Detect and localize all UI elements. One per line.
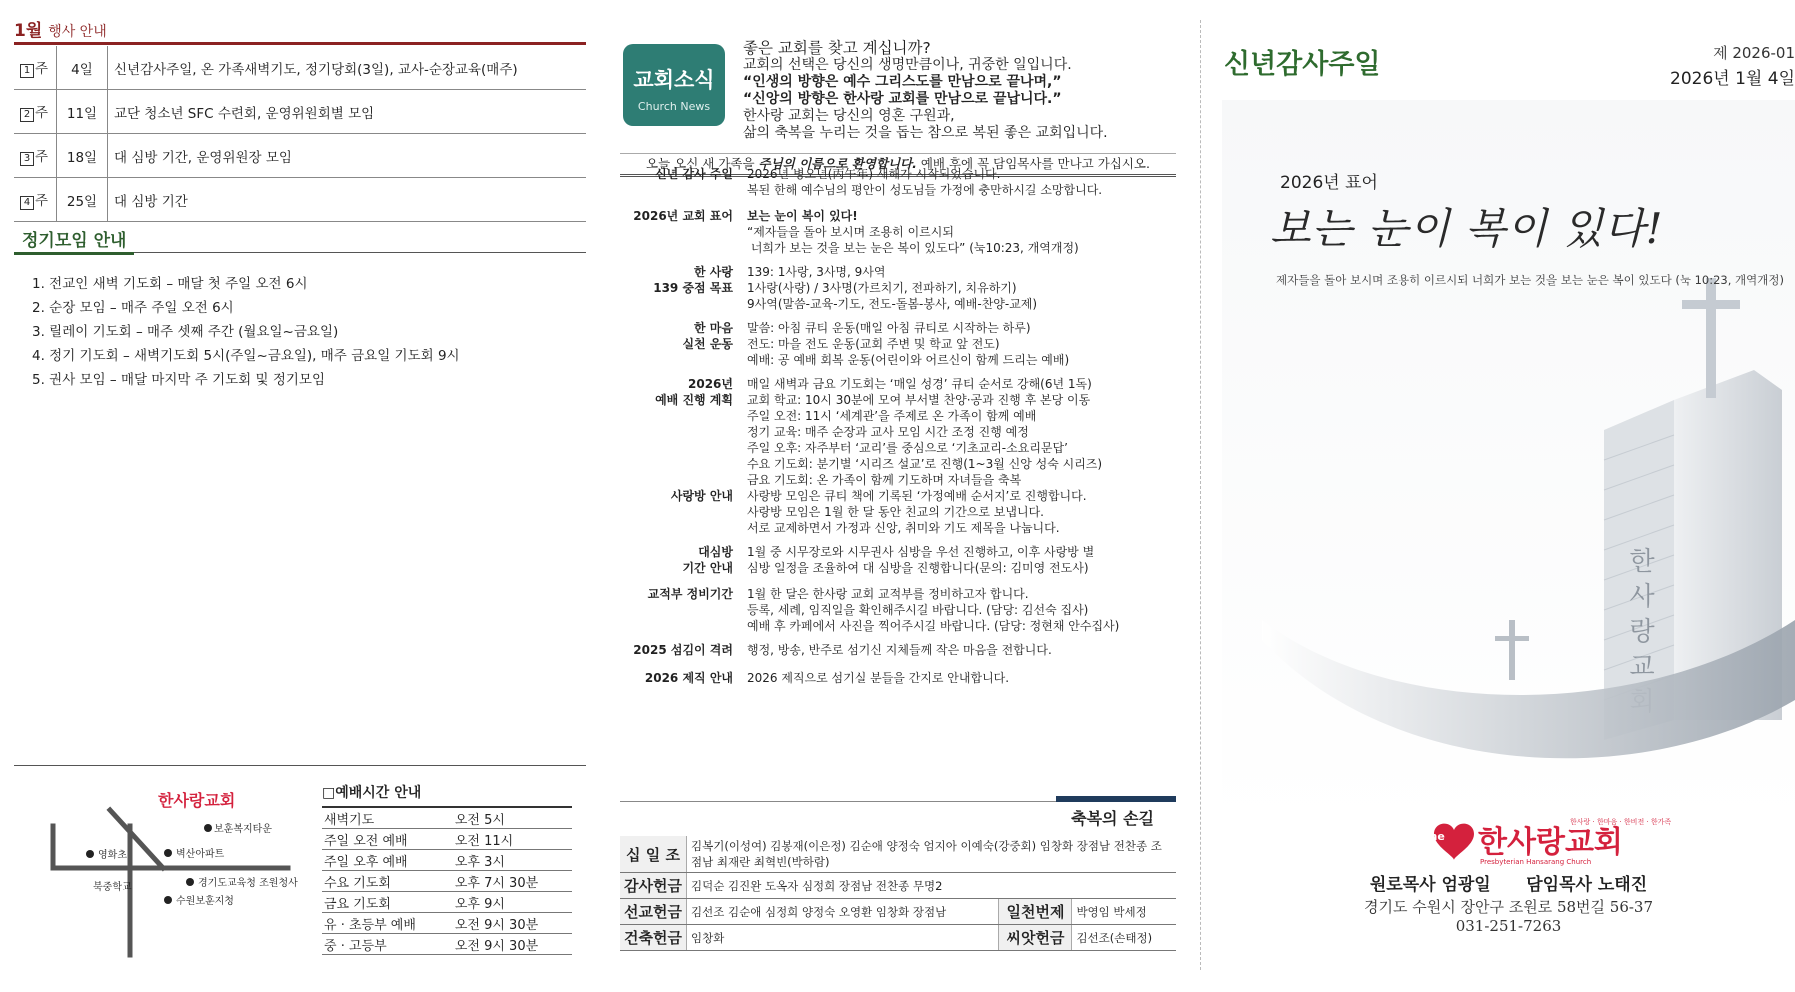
announcement-key: 2026 제직 안내 — [644, 671, 733, 685]
announcement-body: 행정, 방송, 반주로 섬기신 지체들께 작은 마음을 전합니다. — [747, 643, 1052, 657]
church-logo — [1222, 812, 1795, 872]
blessing-names: 박영임 박세정 — [1072, 899, 1176, 925]
blessing-row — [620, 899, 1176, 925]
blessing-title: 축복의 손길 — [1071, 809, 1154, 828]
welcome-pre: 오늘 오신 새 가족을 — [646, 156, 759, 171]
worship-name: 주일 오후 예배 — [322, 850, 453, 871]
worship-name: 주일 오전 예배 — [322, 829, 453, 850]
announcement-key: 한 마음 실천 운동 — [682, 321, 733, 351]
announcement-body: 1월 중 시무장로와 시무권사 심방을 우선 진행하고, 이후 사랑방 별 심방 일정을 조율하여 대 심방을 진행합니다(문의: 김미영 전도사) — [747, 545, 1095, 575]
logo-name: 한사랑교회 — [1478, 825, 1623, 860]
intro-line: 삶의 축복을 누리는 것을 돕는 참으로 복된 좋은 교회입니다. — [743, 125, 1108, 141]
meetings-title-rule-thin — [134, 252, 586, 253]
event-week: 3 주 — [14, 134, 57, 178]
intro-line: 좋은 교회를 찾고 계십니까? — [743, 39, 931, 57]
announcement-key: 한 사랑 139 중점 목표 — [653, 265, 733, 295]
welcome-emphasis: 주님의 이름으로 환영합니다. — [758, 156, 917, 171]
worship-table — [322, 806, 572, 955]
meeting-item: 1. 전교인 새벽 기도회 – 매달 첫 주일 오전 6시 — [32, 276, 308, 292]
event-week: 2 주 — [14, 90, 57, 134]
logo-tagline: 한사랑 · 한마음 · 한비전 · 한가족 — [1570, 818, 1672, 826]
svg-text:교: 교 — [1629, 652, 1655, 682]
svg-text:사: 사 — [1629, 582, 1655, 612]
meeting-item: 4. 정기 기도회 – 새벽기도회 5시(주일~금요일), 매주 금요일 기도회 9시 — [32, 348, 460, 364]
blessing-category: 감사헌금 — [620, 873, 687, 899]
worship-name: 수요 기도회 — [322, 871, 453, 892]
pastors: 원로목사 엄광일 담임목사 노태진 — [1369, 875, 1648, 895]
event-date: 25일 — [57, 178, 108, 222]
event-desc: 교단 청소년 SFC 수련회, 운영위원회별 모임 — [108, 90, 587, 134]
motto: 보는 눈이 복이 있다! — [1270, 204, 1664, 253]
worship-row — [322, 892, 572, 913]
worship-time: 오전 5시 — [453, 807, 572, 829]
worship-name: 중 · 고등부 — [322, 934, 453, 955]
meeting-item: 5. 권사 모임 – 매달 마지막 주 기도회 및 정기모임 — [32, 372, 325, 388]
worship-time: 오후 3시 — [453, 850, 572, 871]
blessing-names: 김덕순 김진완 도옥자 심정희 장점남 전찬종 무명2 — [687, 873, 1177, 899]
worship-title: □예배시간 안내 — [322, 785, 422, 801]
cover-panel — [1222, 0, 1795, 992]
welcome-post: 예배 후에 꼭 담임목사를 만나고 가십시오. — [916, 156, 1150, 171]
announcement-key: 신년 감사 주일 — [655, 167, 733, 181]
worship-name: 금요 기도회 — [322, 892, 453, 913]
announcement-body: 사랑방 모임은 큐티 책에 기록된 ‘가정예배 순서지’로 진행합니다. 사랑방 모임은 1월 한 달 동안 친교의 기간으로 보냅니다. 서로 교제하면서 가정과 신앙, 취미와 기도 제목을 나눕니다. — [747, 489, 1087, 535]
worship-schedule — [322, 782, 572, 955]
announcement-body: 2026 제직으로 섬기실 분들을 간지로 안내합니다. — [747, 671, 1010, 685]
svg-text:랑: 랑 — [1629, 617, 1655, 647]
event-week: 1 주 — [14, 46, 57, 90]
intro-line: 한사랑 교회는 당신의 영혼 구원과, — [743, 108, 955, 124]
events-title-rule — [14, 42, 586, 45]
phone-line: 031-251-7263 — [1455, 917, 1562, 935]
worship-row — [322, 807, 572, 829]
event-row — [14, 178, 586, 222]
announcement-key: 2026년 교회 표어 — [633, 209, 733, 223]
worship-time: 오전 11시 — [453, 829, 572, 850]
page-divider — [1200, 20, 1201, 970]
blessing-header — [620, 796, 1176, 828]
meeting-item: 2. 순장 모임 – 매주 주일 오전 6시 — [32, 300, 234, 316]
meetings-list — [32, 272, 460, 392]
map-label-3: 벽산아파트 — [176, 849, 225, 860]
event-date: 4일 — [57, 46, 108, 90]
event-date: 11일 — [57, 90, 108, 134]
announcement-key: 2026년 예배 진행 계획 — [655, 377, 733, 407]
blessing-names: 김선조 김순애 심정희 양정숙 오영환 임창화 장점남 — [687, 899, 999, 925]
blessing-row — [620, 836, 1176, 873]
worship-time: 오후 7시 30분 — [453, 871, 572, 892]
cover-title: 신년감사주일 — [1224, 49, 1381, 80]
event-desc: 대 심방 기간, 운영위원장 모임 — [108, 134, 587, 178]
motto-verse: 제자들을 돌아 보시며 조용히 이르시되 너희가 보는 것을 보는 눈은 복이 있도다 (눅 10:23, 개역개정) — [1276, 273, 1784, 287]
meetings-title-rule — [14, 252, 134, 255]
blessing-table — [620, 836, 1176, 951]
event-row — [14, 134, 586, 178]
blessing-category: 씨앗헌금 — [999, 925, 1072, 951]
worship-row — [322, 913, 572, 934]
map-label-1: 보훈복지타운 — [214, 824, 272, 835]
events-table — [14, 46, 586, 222]
issue-date: 2026년 1월 4일 — [1670, 69, 1795, 89]
event-desc: 대 심방 기간 — [108, 178, 587, 222]
intro-line: “신앙의 방향은 한사랑 교회를 만남으로 끝납니다.” — [743, 91, 1062, 107]
worship-row — [322, 871, 572, 892]
worship-time: 오전 9시 30분 — [453, 934, 572, 955]
blessing-category: 건축헌금 — [620, 925, 687, 951]
logo-english: Presbyterian Hansarang Church — [1480, 858, 1592, 866]
map-label-6: 수원보훈지청 — [176, 896, 234, 907]
event-date: 18일 — [57, 134, 108, 178]
blessing-names: 김복기(이성여) 김봉재(이은정) 김순애 양정숙 엄지아 이예숙(강중회) 임창화 장점남 전찬종 조점남 최재란 최혁빈(박하람) — [687, 836, 1177, 873]
motto-label: 2026년 표어 — [1280, 173, 1378, 193]
church-map — [18, 790, 308, 960]
blessing-category: 일천번제 — [999, 899, 1072, 925]
blessing-row — [620, 925, 1176, 951]
map-label-4: 경기도교육청 조원청사 — [198, 878, 298, 889]
announcement-key: 대심방 기간 안내 — [682, 545, 733, 575]
announcement-body: 매일 새벽과 금요 기도회는 ‘매일 성경’ 큐티 순서로 강해(6년 1독) 교회 학교: 10시 30분에 모여 부서별 찬양·공과 진행 후 본당 이동 주일 오전: 11시 ‘세계관’을 주제로 온 가족이 함께 예배 정기 교육: 매주 순장과 교사 모임 시간 조정 진행 예정 주일 오후: 자주부터 ‘교리’를 중심으로 ‘기초교리-소요리문답’ 수요 기도회: 분기별 ‘시리즈 설교’로 진행(1~3월 신앙 성숙 시리즈) 금요 기도회: 온 가족이 함께 기도하며 자녀들을 축복 — [747, 377, 1103, 487]
blessing-row — [620, 873, 1176, 899]
intro-text — [743, 40, 1108, 142]
events-title: 1월 행사 안내 — [14, 21, 107, 41]
church-news-badge — [623, 44, 725, 126]
intro-line: 교회의 선택은 당신의 생명만큼이나, 귀중한 일입니다. — [743, 57, 1072, 73]
meeting-item: 3. 릴레이 기도회 – 매주 셋째 주간 (월요일~금요일) — [32, 324, 339, 340]
map-label-5: 북중학교 — [93, 882, 132, 893]
blessing-category: 십 일 조 — [620, 836, 687, 873]
cover-image — [1222, 100, 1795, 830]
map-label-2: 영화초 — [98, 850, 127, 861]
middle-panel — [620, 0, 1176, 992]
blessing-names: 김선조(손태정) — [1072, 925, 1176, 951]
svg-text:한: 한 — [1629, 547, 1655, 577]
church-address — [1222, 898, 1795, 936]
announcement-key: 2025 섬김이 격려 — [633, 643, 733, 657]
event-row — [14, 90, 586, 134]
badge-title: 교회소식 — [633, 68, 715, 92]
event-desc: 신년감사주일, 온 가족새벽기도, 정기당회(3일), 교사-순장교육(매주) — [108, 46, 587, 90]
church-logo-graphic — [1222, 812, 1795, 872]
announcement-body: 139: 1사랑, 3사명, 9사역 1사랑(사랑) / 3사명(가르치기, 전파하기, 치유하기) 9사역(말씀-교육-기도, 전도-돌봄-봉사, 예배-찬양-교제) — [747, 265, 1038, 311]
worship-name: 유 · 초등부 예배 — [322, 913, 453, 934]
worship-time: 오후 9시 — [453, 892, 572, 913]
announcement-body: 보는 눈이 복이 있다! “제자들을 돌아 보시며 조용히 이르시되 너희가 보는 것을 보는 눈은 복이 있도다” (눅10:23, 개역개정) — [747, 209, 1079, 255]
announcement-body: 1월 한 달은 한사랑 교회 교적부를 정비하고자 합니다. 등록, 세례, 임직일을 확인해주시길 바랍니다. (담당: 김선숙 집사) 예배 후 카페에서 사진을 찍어주시길 바랍니다. (담당: 정현채 안수집사) — [747, 587, 1120, 633]
intro-line: “인생의 방향은 예수 그리스도를 만남으로 끝나며,” — [743, 74, 1062, 90]
worship-row — [322, 829, 572, 850]
worship-row — [322, 934, 572, 955]
blessing-names: 임창화 — [687, 925, 999, 951]
map-church-label: 한사랑교회 — [158, 791, 236, 810]
worship-row — [322, 850, 572, 871]
issue-number: 제 2026-01 — [1713, 44, 1795, 62]
blessing-category: 선교헌금 — [620, 899, 687, 925]
announcement-key: 교적부 정비기간 — [647, 587, 733, 601]
worship-name: 새벽기도 — [322, 807, 453, 829]
badge-subtitle: Church News — [637, 100, 711, 113]
announcement-key: 사랑방 안내 — [670, 489, 733, 503]
logo-prefix: one — [1422, 830, 1445, 843]
worship-time: 오전 9시 30분 — [453, 913, 572, 934]
meetings-title: 정기모임 안내 — [22, 231, 127, 251]
bottom-rule — [14, 765, 586, 766]
address-line: 경기도 수원시 장안구 조원로 58번길 56-37 — [1363, 898, 1654, 916]
event-week: 4 주 — [14, 178, 57, 222]
announcement-body: 2026년 병오년(丙午年) 새해가 시작되었습니다. 복된 한해 예수님의 평안이 성도님들 가정에 충만하시길 소망합니다. — [747, 167, 1103, 197]
event-row — [14, 46, 586, 90]
announcement-body: 말씀: 아침 큐티 운동(매일 아침 큐티로 시작하는 하루) 전도: 마을 전도 운동(교회 주변 및 학교 앞 전도) 예배: 공 예배 회복 운동(어린이와 어르신이 함께 드리는 예배) — [747, 321, 1070, 367]
map-graphic — [18, 790, 308, 960]
